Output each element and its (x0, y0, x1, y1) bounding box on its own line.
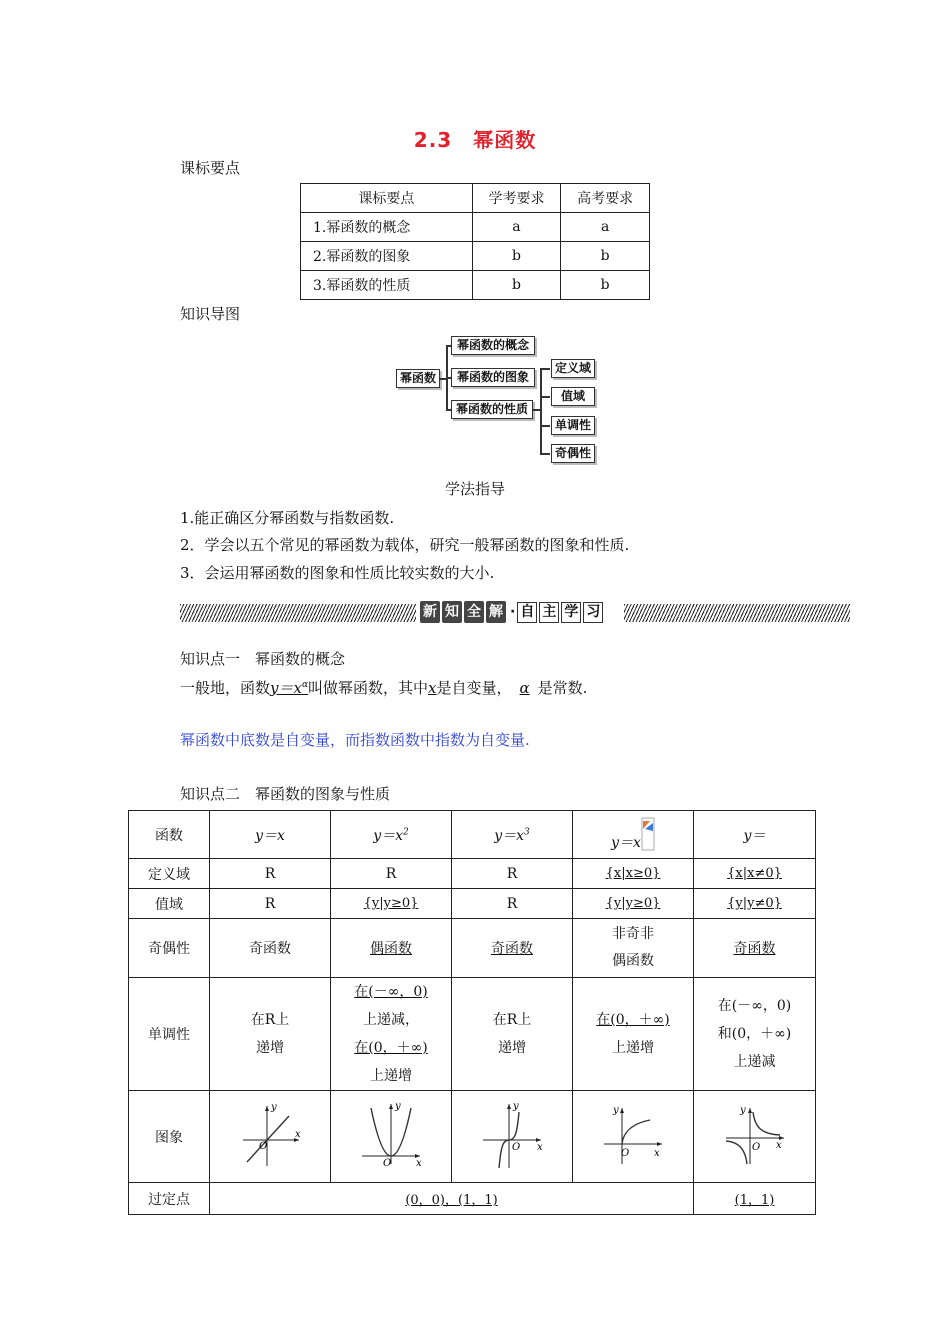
x-axis-arrow (657, 1142, 662, 1146)
monotonic-line: 递增 (256, 1040, 284, 1056)
origin-label: O (383, 1157, 392, 1169)
table-cell: a (561, 213, 650, 242)
function-text: y＝x (611, 835, 641, 851)
function-exponent: 3 (524, 826, 530, 837)
variable-blank: x (428, 679, 437, 697)
study-guide-item: 1.能正确区分幂函数与指数函数. (180, 509, 395, 527)
knowledge-map-label: 知识导图 (180, 305, 241, 323)
text: 叫做幂函数，其中 (308, 679, 429, 697)
map-connector (540, 425, 550, 427)
table-row (129, 811, 816, 859)
monotonic-line: 上递增 (370, 1068, 412, 1084)
y-axis-arrow (748, 1108, 752, 1113)
y-label: y (739, 1104, 746, 1116)
parity-cell: 奇函数 (210, 919, 331, 978)
header-cell: 课标要点 (301, 184, 473, 213)
function-curve-negative (726, 1141, 747, 1164)
row-label: 函数 (129, 811, 210, 859)
x-label: x (537, 1141, 543, 1153)
properties-table (128, 810, 816, 1215)
banner-char: 解 (486, 601, 506, 623)
graph-cell (210, 1091, 331, 1183)
study-guide-label: 学法指导 (444, 480, 505, 498)
graph-reciprocal (720, 1100, 790, 1170)
banner-dot: · (510, 604, 516, 620)
function-cell (331, 811, 452, 859)
point2-heading: 知识点二 幂函数的图象与性质 (180, 785, 391, 803)
row-label: 过定点 (129, 1183, 210, 1215)
x-label: x (654, 1147, 660, 1159)
banner-char: 自 (517, 602, 537, 623)
y-axis-arrow (507, 1104, 511, 1109)
y-axis-arrow (389, 1104, 393, 1109)
table-cell: 2.幂函数的图象 (301, 242, 473, 271)
table-row (129, 919, 816, 978)
range-cell: {y|y≥0} (573, 889, 694, 919)
table-row (129, 1091, 816, 1183)
monotonic-cell (210, 978, 331, 1091)
row-label: 单调性 (129, 978, 210, 1091)
table-row (301, 271, 650, 300)
x-label: x (775, 1139, 782, 1151)
domain-cell: R (331, 859, 452, 889)
graph-cell (331, 1091, 452, 1183)
table-row (129, 978, 816, 1091)
table-cell: b (472, 271, 561, 300)
function-cell (452, 811, 573, 859)
monotonic-cell (452, 978, 573, 1091)
map-property: 奇偶性 (551, 444, 595, 463)
map-branch: 幂函数的概念 (451, 336, 535, 355)
banner-char: 知 (442, 601, 462, 623)
domain-cell: {x|x≠0} (694, 859, 816, 889)
function-curve (247, 1116, 289, 1162)
map-property: 定义域 (551, 359, 595, 378)
parity-cell: 奇函数 (694, 919, 816, 978)
banner-char: 全 (464, 601, 484, 623)
table-row (129, 889, 816, 919)
divider-left (180, 604, 416, 622)
parity-cell: 偶函数 (331, 919, 452, 978)
map-connector (540, 396, 550, 398)
table-cell: a (472, 213, 561, 242)
range-cell: {y|y≥0} (331, 889, 452, 919)
table-cell: b (472, 242, 561, 271)
origin-label: O (512, 1141, 521, 1153)
graph-cell (694, 1091, 816, 1183)
table-row (301, 242, 650, 271)
header-cell: 学考要求 (472, 184, 561, 213)
table-cell: 1.幂函数的概念 (301, 213, 473, 242)
formula-exponent: α (301, 680, 309, 690)
function-curve (622, 1120, 650, 1144)
point1-note: 幂函数中底数是自变量，而指数函数中指数为自变量. (180, 731, 530, 749)
map-connector (540, 368, 542, 454)
y-axis-arrow (265, 1106, 269, 1111)
constant-blank: α (519, 679, 530, 697)
monotonic-line: 上递增 (612, 1040, 654, 1056)
divider-right (624, 604, 850, 622)
text: 是常数. (537, 679, 588, 697)
page-title: 2.3 幂函数 (413, 128, 537, 152)
monotonic-line: 在(0，＋∞) (354, 1040, 428, 1056)
point1-heading: 知识点一 幂函数的概念 (180, 650, 346, 668)
monotonic-line: 递增 (498, 1040, 526, 1056)
graph-square (356, 1100, 426, 1170)
fixed-point-cell: (1，1) (694, 1183, 816, 1215)
monotonic-line: 和(0，＋∞) (717, 1026, 792, 1042)
function-text: y＝x (255, 827, 285, 844)
fixed-point-cell: (0，0)，(1，1) (210, 1183, 694, 1215)
study-guide-item: 2．学会以五个常见的幂函数为载体，研究一般幂函数的图象和性质. (180, 536, 630, 554)
origin-label: O (259, 1140, 268, 1152)
function-curve-positive (753, 1112, 780, 1135)
parity-cell (573, 919, 694, 978)
map-branch: 幂函数的性质 (451, 400, 533, 419)
monotonic-cell (694, 978, 816, 1091)
map-connector (540, 453, 550, 455)
x-label: x (295, 1128, 301, 1140)
graph-cell (452, 1091, 573, 1183)
banner-char: 主 (539, 602, 559, 623)
y-label: y (613, 1104, 619, 1116)
table-row (129, 859, 816, 889)
y-label: y (271, 1101, 277, 1113)
map-connector (540, 368, 550, 370)
standard-points-label: 课标要点 (180, 159, 241, 177)
monotonic-line: 上递减 (733, 1054, 776, 1070)
monotonic-cell (573, 978, 694, 1091)
map-root: 幂函数 (396, 369, 440, 388)
point1-definition (180, 677, 587, 698)
function-text: y＝x (373, 827, 404, 844)
row-label: 定义域 (129, 859, 210, 889)
requirements-table (300, 183, 650, 300)
monotonic-line: 在R上 (492, 1012, 532, 1028)
map-property: 单调性 (551, 416, 595, 435)
section-banner (420, 601, 605, 625)
parity-line: 偶函数 (612, 953, 654, 969)
table-row (301, 184, 650, 213)
formula-blank (270, 679, 308, 697)
table-cell: b (561, 242, 650, 271)
header-cell: 高考要求 (561, 184, 650, 213)
broken-image-icon (641, 817, 655, 851)
table-cell: 3.幂函数的性质 (301, 271, 473, 300)
monotonic-line: 在(0，＋∞) (596, 1012, 670, 1028)
table-row (301, 213, 650, 242)
x-label: x (416, 1157, 422, 1169)
parity-cell: 奇函数 (452, 919, 573, 978)
monotonic-line: 在R上 (250, 1012, 290, 1028)
monotonic-line: 上递减， (363, 1012, 419, 1028)
monotonic-line: 在(－∞，0) (354, 984, 428, 1000)
function-cell: y＝ (694, 811, 816, 859)
domain-cell: {x|x≥0} (573, 859, 694, 889)
function-cell (210, 811, 331, 859)
y-label: y (395, 1100, 401, 1112)
origin-label: O (621, 1147, 630, 1159)
row-label: 图象 (129, 1091, 210, 1183)
table-row (129, 1183, 816, 1215)
monotonic-cell (331, 978, 452, 1091)
range-cell: R (452, 889, 573, 919)
row-label: 值域 (129, 889, 210, 919)
banner-char: 习 (583, 602, 603, 623)
banner-char: 新 (420, 601, 440, 623)
y-label: y (513, 1100, 519, 1112)
text: 一般地，函数 (180, 679, 271, 697)
map-property: 值域 (551, 387, 595, 406)
banner-char: 学 (561, 602, 581, 623)
text: 是自变量， (436, 679, 512, 697)
function-text: y＝x (494, 827, 525, 844)
formula: y＝x (270, 679, 302, 697)
function-exponent: 2 (403, 826, 409, 837)
map-branch: 幂函数的图象 (451, 368, 535, 387)
graph-cube (477, 1100, 547, 1170)
monotonic-line: 在(－∞，0) (717, 998, 792, 1014)
y-axis-arrow (620, 1108, 624, 1113)
range-cell: {y|y≠0} (694, 889, 816, 919)
study-guide-item: 3．会运用幂函数的图象和性质比较实数的大小. (180, 564, 495, 582)
domain-cell: R (210, 859, 331, 889)
function-cell (573, 811, 694, 859)
table-cell: b (561, 271, 650, 300)
graph-linear (235, 1100, 305, 1170)
graph-sqrt (598, 1100, 668, 1170)
origin-label: O (751, 1141, 760, 1153)
parity-line: 非奇非 (612, 926, 654, 942)
domain-cell: R (452, 859, 573, 889)
row-label: 奇偶性 (129, 919, 210, 978)
graph-cell (573, 1091, 694, 1183)
range-cell: R (210, 889, 331, 919)
